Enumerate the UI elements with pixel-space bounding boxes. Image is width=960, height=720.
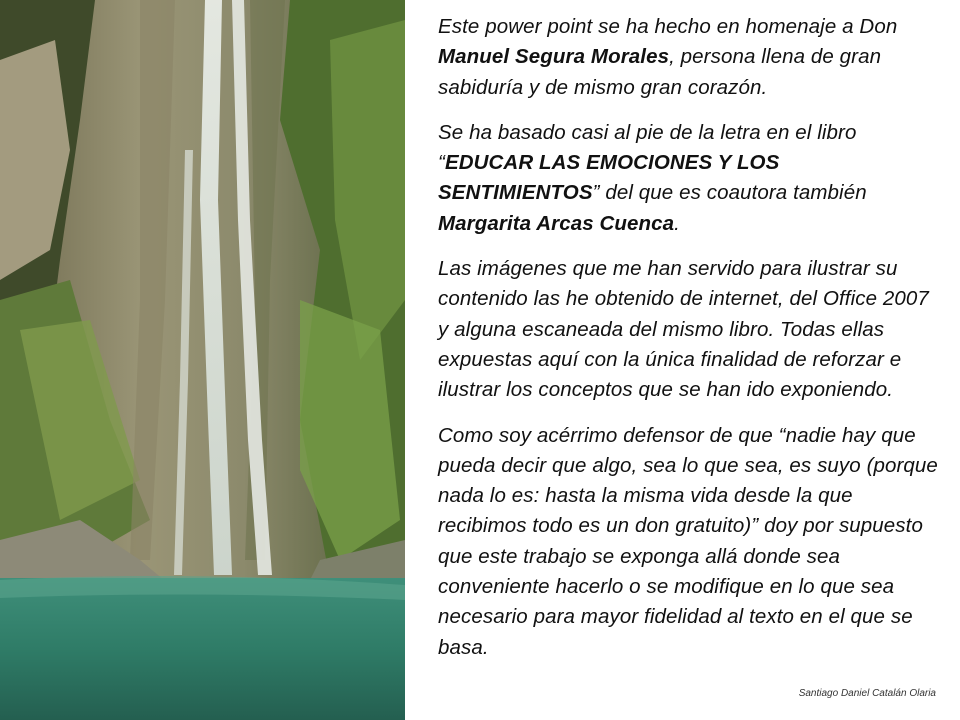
text-run: Este power point se ha hecho en homenaje a Don bbox=[438, 15, 898, 38]
text-panel bbox=[438, 12, 940, 678]
text-run: Como soy acérrimo defensor de que “nadie hay que pueda decir que algo, sea lo que sea, es suyo (porque nada lo es: hasta la misma vida desde la que recibimos todo es un don gratuito)” doy por supuesto que este trabajo se exponga allá donde sea conveniente hacerlo o se modifique en lo que sea necesario para mayor fidelidad al texto en el que se basa. bbox=[438, 423, 938, 659]
text-run: Las imágenes que me han servido para ilustrar su contenido las he obtenido de internet, del Office 2007 y alguna escaneada del mismo libro. Todas ellas expuestas aquí con la única finalidad de reforzar e ilustrar los conceptos que se han ido exponiendo. bbox=[438, 257, 929, 402]
text-run: , persona llena de gran sabiduría y de mismo gran corazón. bbox=[438, 45, 882, 99]
paragraph-4 bbox=[438, 421, 940, 663]
paragraph-1 bbox=[438, 12, 940, 103]
paragraph-3 bbox=[438, 254, 940, 405]
text-run: ” del que es coautora también bbox=[592, 181, 867, 205]
signature: Santiago Daniel Catalán Olaria bbox=[798, 688, 936, 699]
bold-text: Margarita Arcas Cuenca bbox=[438, 211, 675, 235]
bold-text: EDUCAR LAS EMOCIONES Y LOS SENTIMIENTOS bbox=[438, 151, 780, 205]
paragraph-2 bbox=[438, 118, 940, 239]
bold-text: Manuel Segura Morales bbox=[438, 45, 670, 69]
text-run: Se ha basado casi al pie de la letra en el libro “ bbox=[438, 120, 857, 175]
text-run: . bbox=[674, 211, 680, 235]
waterfall-photo bbox=[0, 0, 405, 720]
